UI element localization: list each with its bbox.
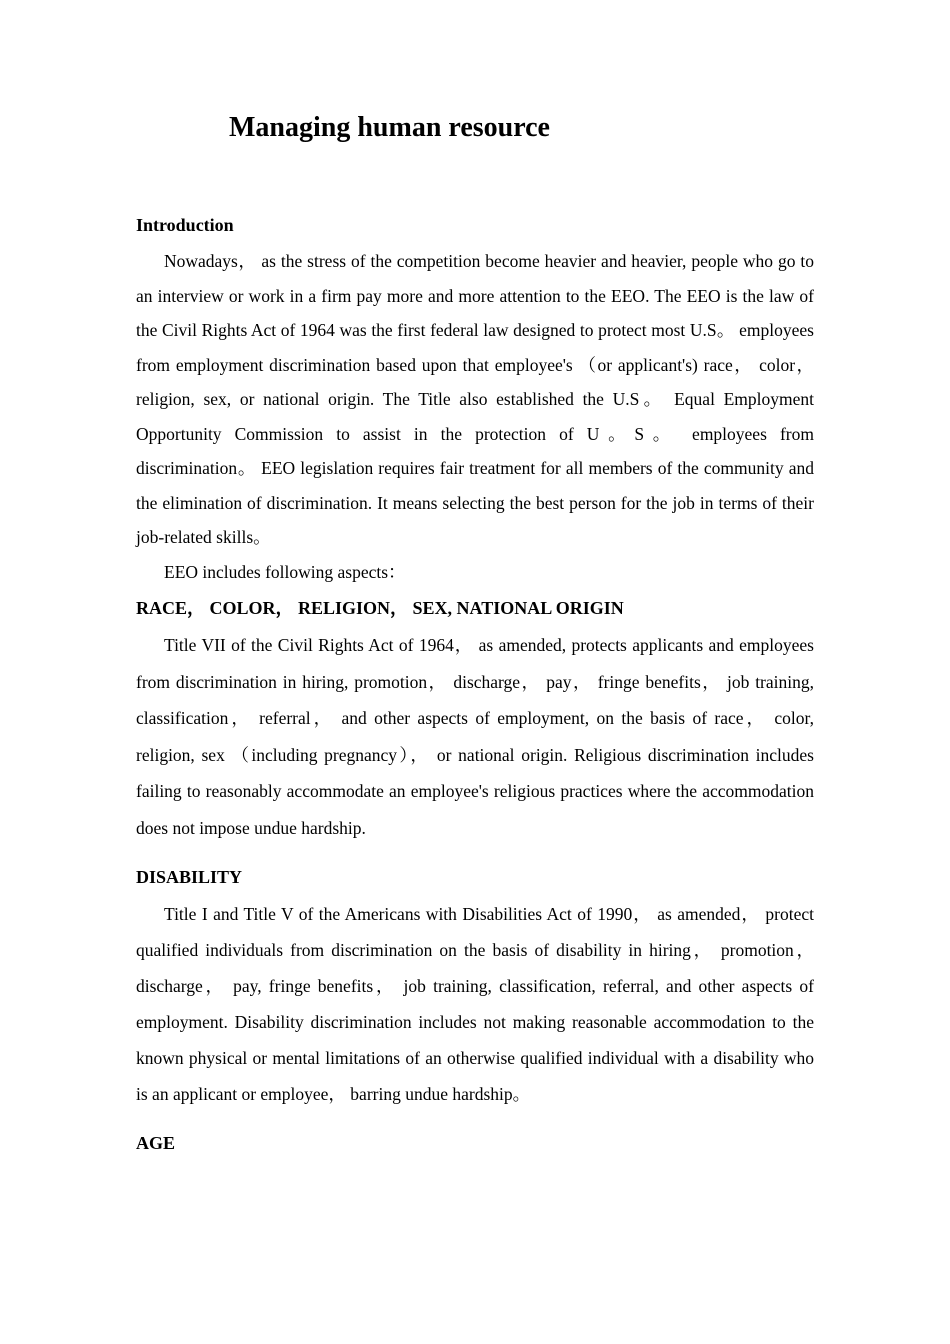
section-heading-disability: DISABILITY: [136, 867, 243, 887]
page-title: Managing human resource: [229, 112, 550, 143]
aspects-intro-paragraph: EEO includes following aspects：: [164, 561, 406, 582]
document-body: [136, 210, 814, 1158]
section-heading-age: AGE: [136, 1133, 176, 1153]
race-paragraph: Title VII of the Civil Rights Act of 1964， as amended, protects applicants and employees from discrimination in hiring, promotion， discharge， pay， fringe benefits， job training, classification， referral， and other aspects of employment, on the basis of race， color, religion, sex （including pregnancy）， or national origin. Religious discrimination includes failing to reasonably accommodate an employee's religious practices where the accommodation does not impose undue hardship.: [136, 635, 814, 838]
introduction-paragraph: Nowadays， as the stress of the competition become heavier and heavier, people who go to an interview or work in a firm pay more and more attention to the EEO. The EEO is the law of the Civil Rights Act of 1964 was the first federal law designed to protect most U.S。 employees from employment discrimination based upon that employee's （or applicant's) race， color， religion, sex, or national origin. The Title also established the U.S。 Equal Employment Opportunity Commission to assist in the protection of U。S。 employees from discrimination。 EEO legislation requires fair treatment for all members of the community and the elimination of discrimination. It means selecting the best person for the job in terms of their job-related skills。: [136, 251, 814, 547]
section-heading-race: RACE， COLOR， RELIGION， SEX, NATIONAL ORIGIN: [136, 598, 624, 618]
disability-paragraph: Title I and Title V of the Americans with Disabilities Act of 1990， as amended， protect qualified individuals from discrimination on the basis of disability in hiring， promotion， discharge， pay, fringe benefits， job training, classification, referral, and other aspects of employment. Disability discrimination includes not making reasonable accommodation to the known physical or mental limitations of an otherwise qualified individual with a disability who is an applicant or employee， barring undue hardship。: [136, 904, 814, 1104]
section-heading-introduction: Introduction: [136, 215, 234, 235]
